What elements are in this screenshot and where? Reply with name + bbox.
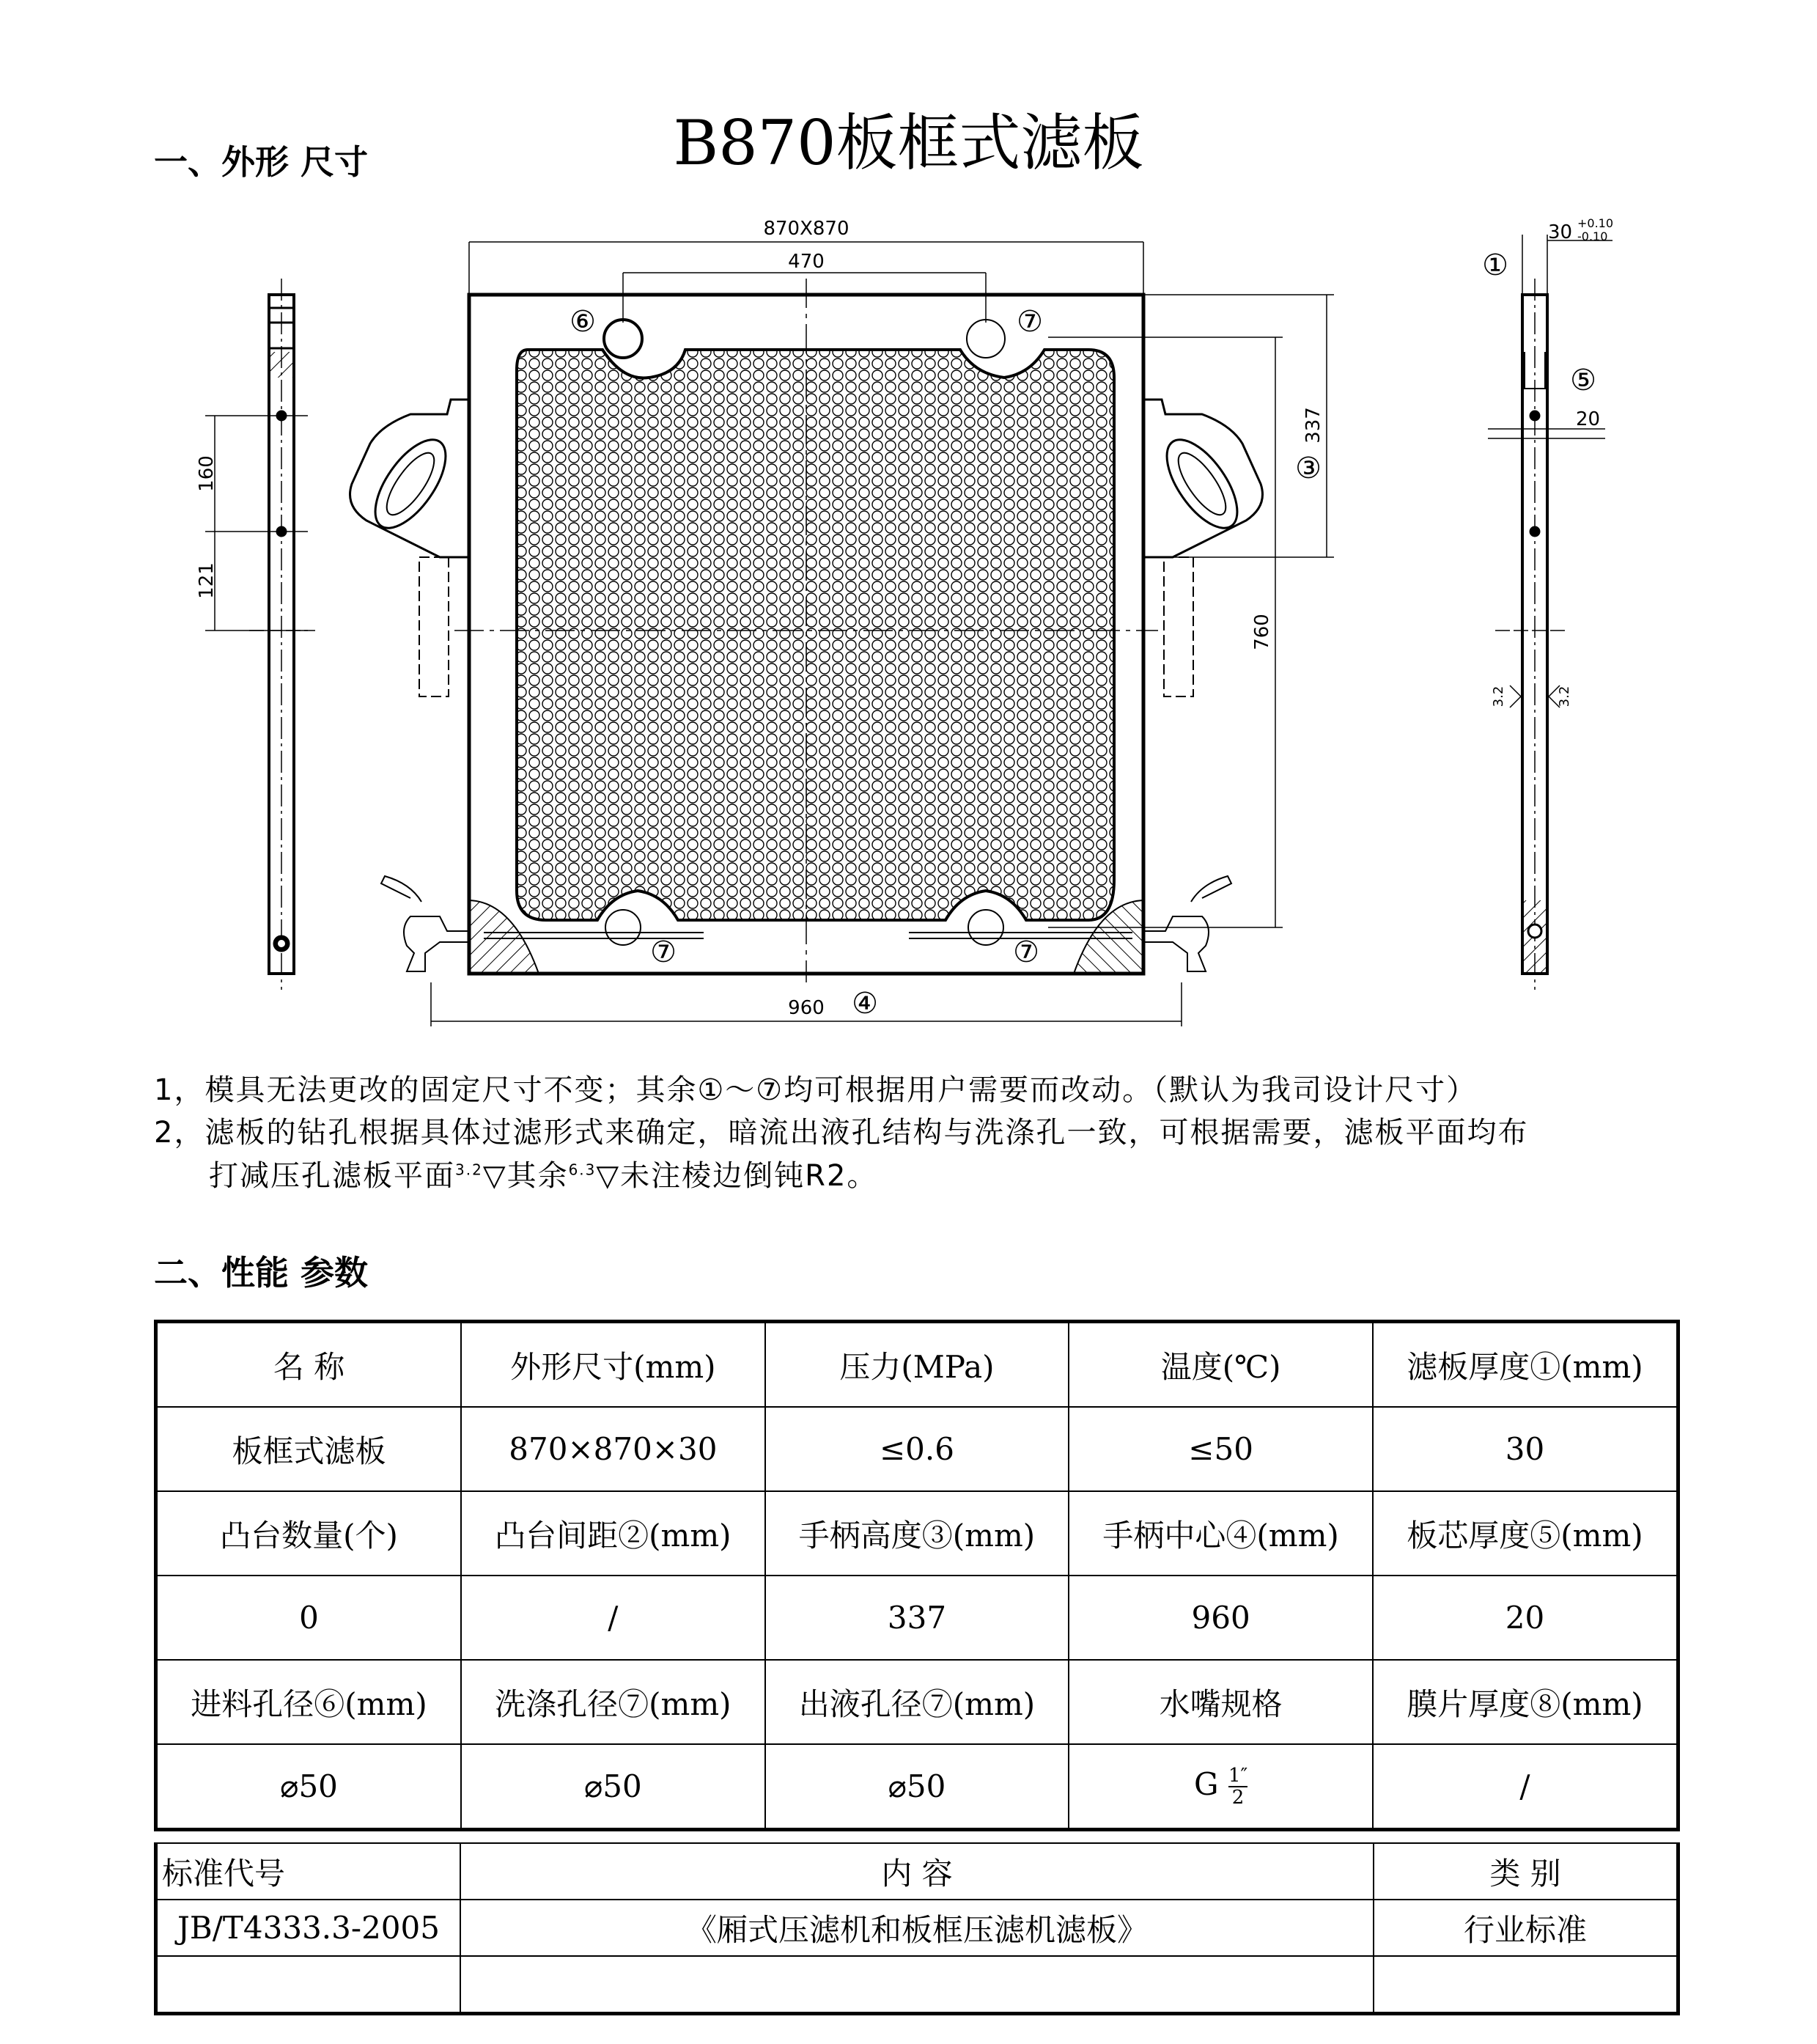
table-cell-nozzle: [1069, 1744, 1373, 1830]
note-3: [209, 1152, 877, 1194]
table-cell: ⌀50: [156, 1744, 462, 1830]
dim-760: 760: [1251, 614, 1273, 650]
table-cell: 手柄中心④(mm): [1069, 1491, 1373, 1576]
dim-160: 160: [196, 455, 218, 492]
table-row: [156, 1900, 1678, 1956]
table-cell: 20: [1373, 1576, 1678, 1660]
std-header-content: 内 容: [460, 1843, 1374, 1900]
label-1: ①: [1482, 249, 1508, 282]
note-1: 1，模具无法更改的固定尺寸不变；其余①～⑦均可根据用户需要而改动。（默认为我司设计尺寸）: [154, 1073, 1478, 1107]
std-code: JB/T4333.3-2005: [156, 1900, 461, 1956]
table-cell: 膜片厚度⑧(mm): [1373, 1660, 1678, 1744]
table-cell: 870×870×30: [461, 1407, 765, 1491]
table-cell: ⌀50: [461, 1744, 765, 1830]
table-cell: 滤板厚度①(mm): [1373, 1322, 1678, 1408]
dim-20: 20: [1576, 408, 1601, 430]
label-7-bottom-right: ⑦: [1013, 935, 1039, 969]
note-2: 2，滤板的钻孔根据具体过滤形式来确定，暗流出液孔结构与洗涤孔一致，可根据需要，滤板平面均布: [154, 1116, 1529, 1150]
table-cell: 温度(℃): [1069, 1322, 1373, 1408]
table-cell-empty: [1374, 1956, 1678, 2014]
table-cell: 手柄高度③(mm): [765, 1491, 1069, 1576]
table-row: [156, 1660, 1678, 1744]
frac-den: 2: [1231, 1786, 1245, 1809]
check-icon: ▽: [596, 1159, 621, 1193]
note-3-part-a: 打减压孔滤板平面: [209, 1159, 455, 1193]
std-header-code: 标准代号: [156, 1843, 461, 1900]
table-cell: ≤50: [1069, 1407, 1373, 1491]
dim-overall: 870X870: [763, 218, 849, 240]
label-3: ③: [1295, 452, 1322, 485]
tol-minus: -0.10: [1577, 229, 1608, 243]
label-7-bottom-left: ⑦: [650, 935, 677, 969]
technical-drawing: [0, 205, 1817, 1048]
left-side-view: [205, 279, 315, 990]
frac-num: 1″: [1228, 1764, 1248, 1787]
table-cell: ≤0.6: [765, 1407, 1069, 1491]
table-cell: /: [1373, 1744, 1678, 1830]
dim-337: 337: [1302, 407, 1324, 444]
table-row: [156, 1407, 1678, 1491]
table-cell: 30: [1373, 1407, 1678, 1491]
note-3-part-b: 其余: [506, 1159, 569, 1193]
table-cell-empty: [156, 1956, 461, 2014]
roughness-6-3: 6.3: [568, 1161, 597, 1179]
table-cell: 压力(MPa): [765, 1322, 1069, 1408]
roughness-left: 3.2: [1491, 685, 1506, 707]
table-row: [156, 1843, 1678, 1900]
table-row: [156, 1322, 1678, 1408]
label-4: ④: [852, 987, 878, 1021]
nozzle-g: G: [1194, 1765, 1219, 1802]
table-cell: ⌀50: [765, 1744, 1069, 1830]
table-row: [156, 1956, 1678, 2014]
spec-table: [154, 1320, 1680, 1831]
std-header-type: 类 别: [1374, 1843, 1678, 1900]
dim-470: 470: [788, 251, 825, 273]
dim-thickness: 30: [1548, 221, 1573, 243]
table-cell: 凸台间距②(mm): [461, 1491, 765, 1576]
table-row: [156, 1576, 1678, 1660]
table-cell: 0: [156, 1576, 462, 1660]
label-5: ⑤: [1570, 364, 1596, 397]
table-cell: 凸台数量(个): [156, 1491, 462, 1576]
table-cell: 水嘴规格: [1069, 1660, 1373, 1744]
check-icon: ▽: [482, 1159, 507, 1193]
page-title: B870板框式滤板: [673, 107, 1144, 179]
label-7-top: ⑦: [1017, 305, 1043, 339]
right-side-view: [1488, 235, 1613, 990]
table-row: [156, 1491, 1678, 1576]
table-cell: /: [461, 1576, 765, 1660]
table-cell: 板芯厚度⑤(mm): [1373, 1491, 1678, 1576]
note-3-part-c: 未注棱边倒钝R2。: [620, 1159, 878, 1193]
table-cell: 出液孔径⑦(mm): [765, 1660, 1069, 1744]
table-cell: 进料孔径⑥(mm): [156, 1660, 462, 1744]
table-cell: 337: [765, 1576, 1069, 1660]
table-cell-empty: [460, 1956, 1374, 2014]
table-cell: 板框式滤板: [156, 1407, 462, 1491]
standard-table: [154, 1842, 1680, 2015]
dim-121: 121: [196, 562, 218, 599]
front-view: [350, 279, 1263, 982]
section-heading-dimensions: 一、外形 尺寸: [154, 142, 369, 182]
roughness-3-2: 3.2: [455, 1161, 483, 1179]
table-row: [156, 1744, 1678, 1830]
dim-960: 960: [788, 997, 825, 1019]
label-6: ⑥: [570, 305, 596, 339]
table-cell: 名 称: [156, 1322, 462, 1408]
table-cell: 960: [1069, 1576, 1373, 1660]
std-type: 行业标准: [1374, 1900, 1678, 1956]
std-content: 《厢式压滤机和板框压滤机滤板》: [460, 1900, 1374, 1956]
nozzle-fraction: [1228, 1765, 1247, 1808]
table-cell: 外形尺寸(mm): [461, 1322, 765, 1408]
tol-plus: +0.10: [1577, 216, 1614, 230]
section-heading-params: 二、性能 参数: [154, 1253, 369, 1293]
roughness-right: 3.2: [1557, 685, 1572, 707]
table-cell: 洗涤孔径⑦(mm): [461, 1660, 765, 1744]
